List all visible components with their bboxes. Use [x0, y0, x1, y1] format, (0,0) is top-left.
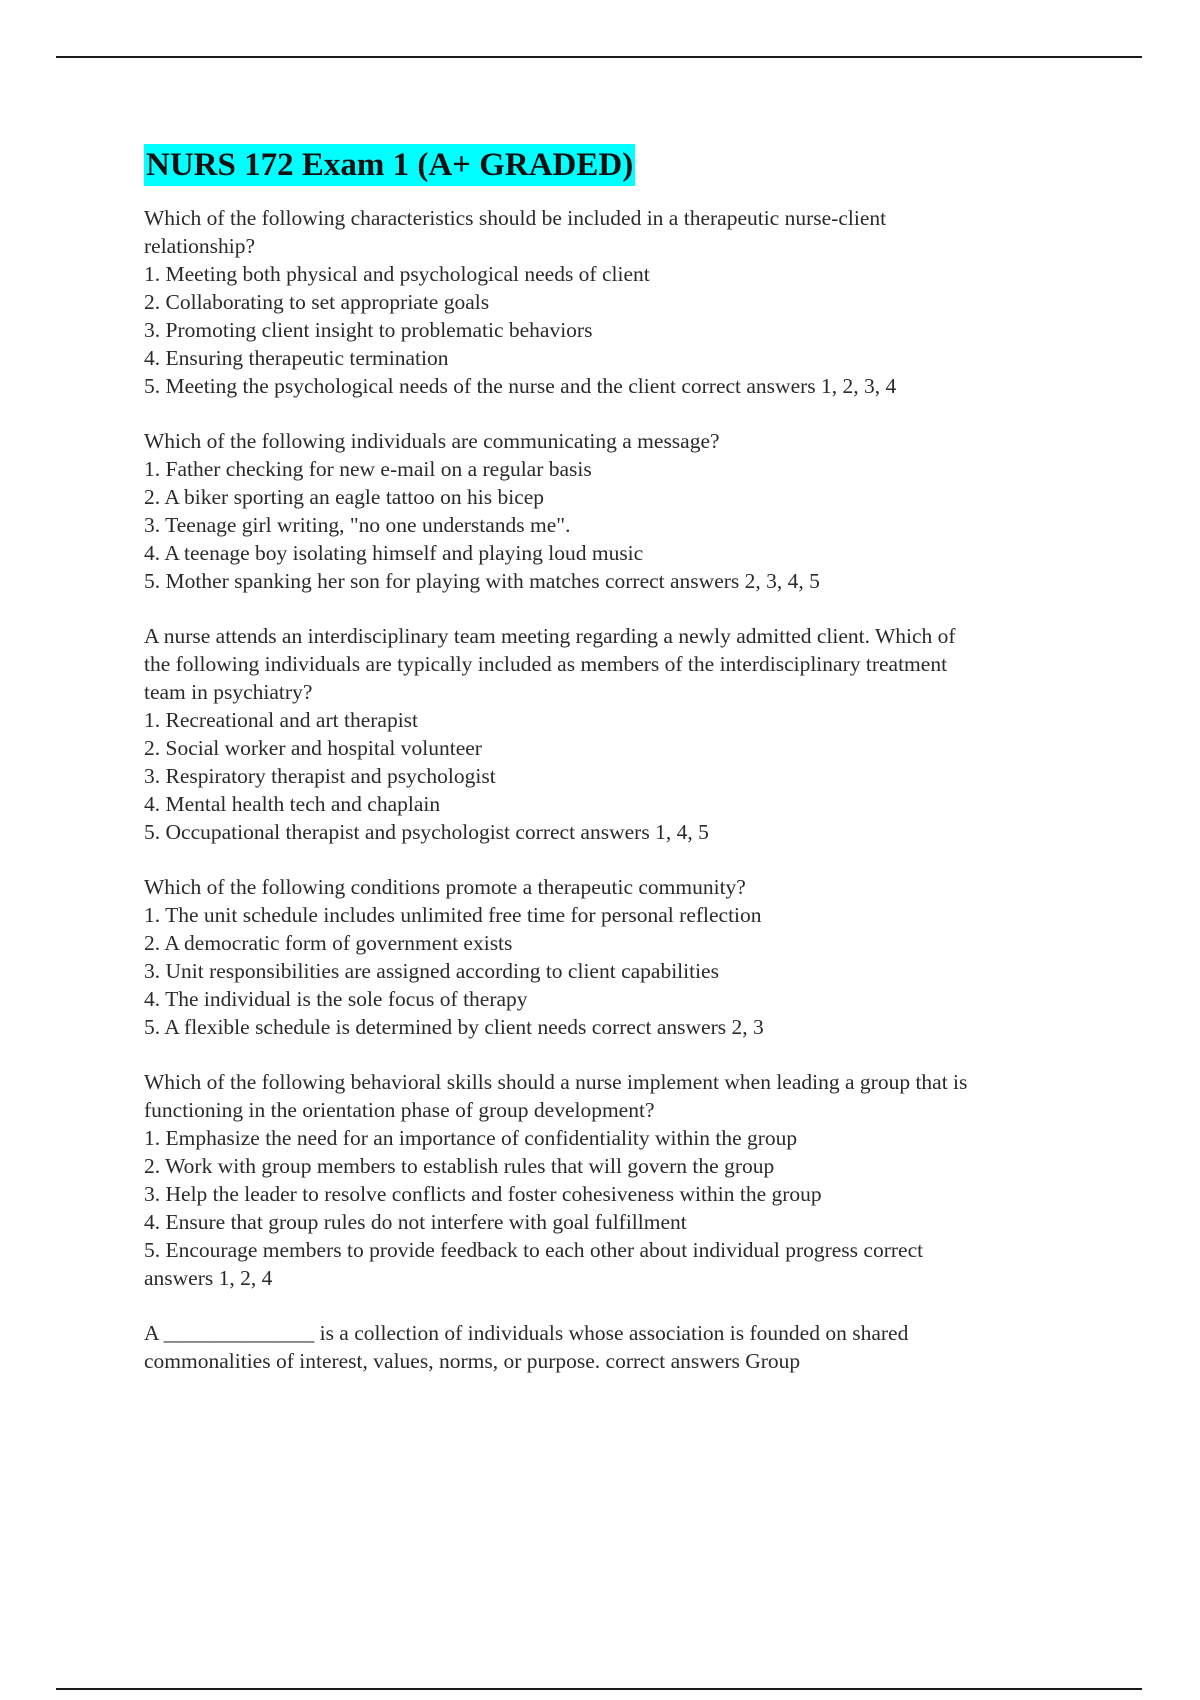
answer-option: 1. Meeting both physical and psychological needs of client [144, 262, 650, 286]
question-text: Which of the following conditions promote a therapeutic community? [144, 875, 746, 899]
question-block-6 [144, 1319, 1084, 1375]
top-rule [56, 56, 1142, 58]
answer-option: 5. A flexible schedule is determined by client needs correct answers 2, 3 [144, 1015, 764, 1039]
answer-option: 5. Mother spanking her son for playing with matches correct answers 2, 3, 4, 5 [144, 569, 820, 593]
question-text: Which of the following individuals are communicating a message? [144, 429, 720, 453]
question-text: functioning in the orientation phase of group development? [144, 1098, 655, 1122]
answer-option: 3. Help the leader to resolve conflicts and foster cohesiveness within the group [144, 1182, 822, 1206]
answer-option: 4. A teenage boy isolating himself and playing loud music [144, 541, 644, 565]
answer-option: 3. Teenage girl writing, "no one understands me". [144, 513, 571, 537]
answer-option: 5. Encourage members to provide feedback to each other about individual progress correct [144, 1238, 924, 1262]
question-text: Which of the following behavioral skills should a nurse implement when leading a group that is [144, 1070, 968, 1094]
answer-option: 4. Ensuring therapeutic termination [144, 346, 449, 370]
answer-option: answers 1, 2, 4 [144, 1266, 273, 1290]
answer-option: 2. Social worker and hospital volunteer [144, 736, 482, 760]
question-text: Which of the following characteristics should be included in a therapeutic nurse-client [144, 206, 887, 230]
answer-option: 1. Father checking for new e-mail on a regular basis [144, 457, 592, 481]
answer-option: 4. The individual is the sole focus of therapy [144, 987, 528, 1011]
question-text: relationship? [144, 234, 256, 258]
answer-option: 2. Work with group members to establish rules that will govern the group [144, 1154, 775, 1178]
answer-option: 4. Ensure that group rules do not interfere with goal fulfillment [144, 1210, 687, 1234]
question-block-1 [144, 204, 1084, 400]
document-title: NURS 172 Exam 1 (A+ GRADED) [144, 144, 635, 186]
question-text: commonalities of interest, values, norms, or purpose. correct answers Group [144, 1349, 801, 1373]
answer-option: 2. A biker sporting an eagle tattoo on his bicep [144, 485, 545, 509]
answer-option: 4. Mental health tech and chaplain [144, 792, 441, 816]
question-text: A nurse attends an interdisciplinary team meeting regarding a newly admitted client. Which of [144, 624, 956, 648]
answer-option: 3. Promoting client insight to problematic behaviors [144, 318, 593, 342]
question-block-5 [144, 1068, 1084, 1292]
bottom-rule [56, 1688, 1142, 1690]
answer-option: 3. Respiratory therapist and psychologist [144, 764, 496, 788]
answer-option: 2. Collaborating to set appropriate goals [144, 290, 490, 314]
answer-option: 3. Unit responsibilities are assigned according to client capabilities [144, 959, 719, 983]
document-body [144, 144, 1084, 1402]
question-text: A ______________ is a collection of individuals whose association is founded on shared [144, 1321, 909, 1345]
answer-option: 1. The unit schedule includes unlimited free time for personal reflection [144, 903, 762, 927]
question-block-3 [144, 622, 1084, 846]
answer-option: 5. Meeting the psychological needs of the nurse and the client correct answers 1, 2, 3, 4 [144, 374, 897, 398]
answer-option: 5. Occupational therapist and psychologist correct answers 1, 4, 5 [144, 820, 709, 844]
question-block-4 [144, 873, 1084, 1041]
question-text: team in psychiatry? [144, 680, 313, 704]
answer-option: 2. A democratic form of government exists [144, 931, 513, 955]
answer-option: 1. Emphasize the need for an importance of confidentiality within the group [144, 1126, 798, 1150]
question-block-2 [144, 427, 1084, 595]
answer-option: 1. Recreational and art therapist [144, 708, 419, 732]
question-text: the following individuals are typically included as members of the interdisciplinary treatment [144, 652, 948, 676]
